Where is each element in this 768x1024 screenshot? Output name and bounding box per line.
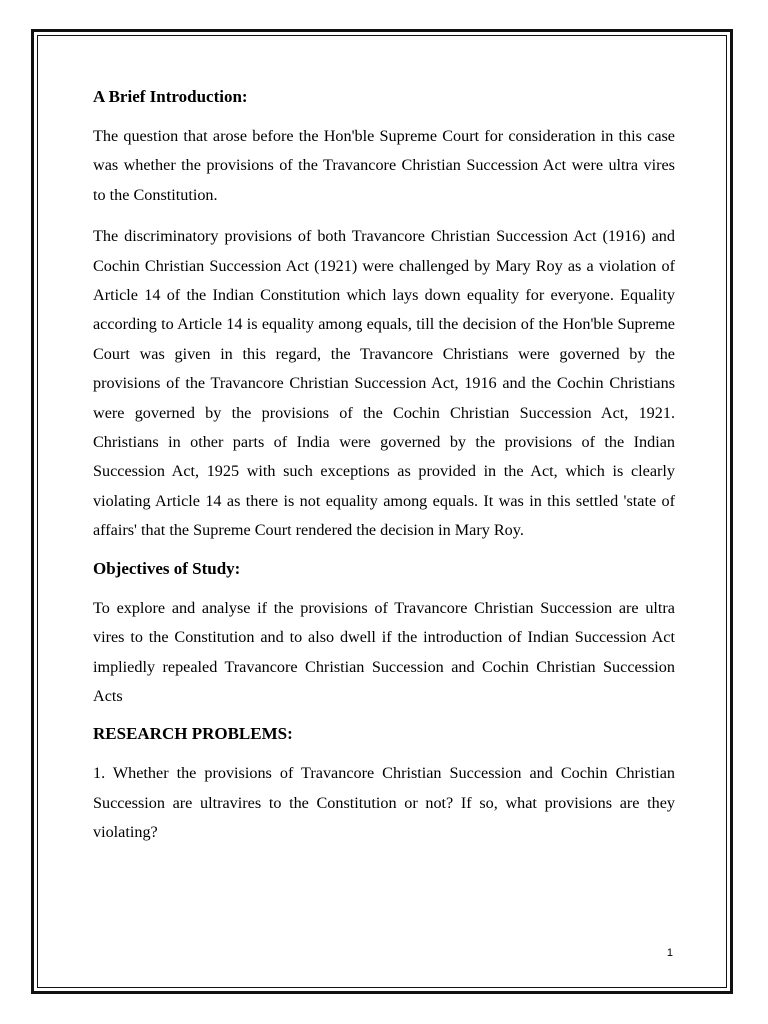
intro-paragraph-2: The discriminatory provisions of both Travancore Christian Succession Act (1916) and Cochin Christian Succession Act (1921) were challenged by Mary Roy as a violation of Article 14 of the Indian Constitution which lays down equality for everyone. Equality according to Article 14 is equality among equals, till the decision of the Hon'ble Supreme Court was given in this regard, the Travancore Christians were governed by the provisions of the Travancore Christian Succession Act, 1916 and the Cochin Christians were governed by the provisions of the Cochin Christian Succession Act, 1921. Christians in other parts of India were governed by the provisions of the Indian Succession Act, 1925 with such exceptions as provided in the Act, which is clearly violating Article 14 as there is not equality among equals. It was in this settled 'state of affairs' that the Supreme Court rendered the decision in Mary Roy. — [93, 227, 675, 540]
heading-research-problems: RESEARCH PROBLEMS: — [93, 724, 293, 744]
page-content — [93, 80, 675, 860]
heading-brief-introduction: A Brief Introduction: — [93, 87, 248, 106]
research-problem-1: 1. Whether the provisions of Travancore Christian Succession and Cochin Christian Succession are ultravires to the Constitution or not? If so, what provisions are they violating? — [93, 764, 675, 842]
intro-paragraph-1: The question that arose before the Hon'ble Supreme Court for consideration in this case was whether the provisions of the Travancore Christian Succession Act were ultra vires to the Constitution. — [93, 127, 675, 204]
heading-objectives-of-study: Objectives of Study: — [93, 558, 241, 578]
objectives-paragraph: To explore and analyse if the provisions of Travancore Christian Succession are ultra vires to the Constitution and to also dwell if the introduction of Indian Succession Act impliedly repealed Travancore Christian Succession and Cochin Christian Succession Acts — [93, 598, 675, 705]
page-number: 1 — [666, 947, 673, 959]
